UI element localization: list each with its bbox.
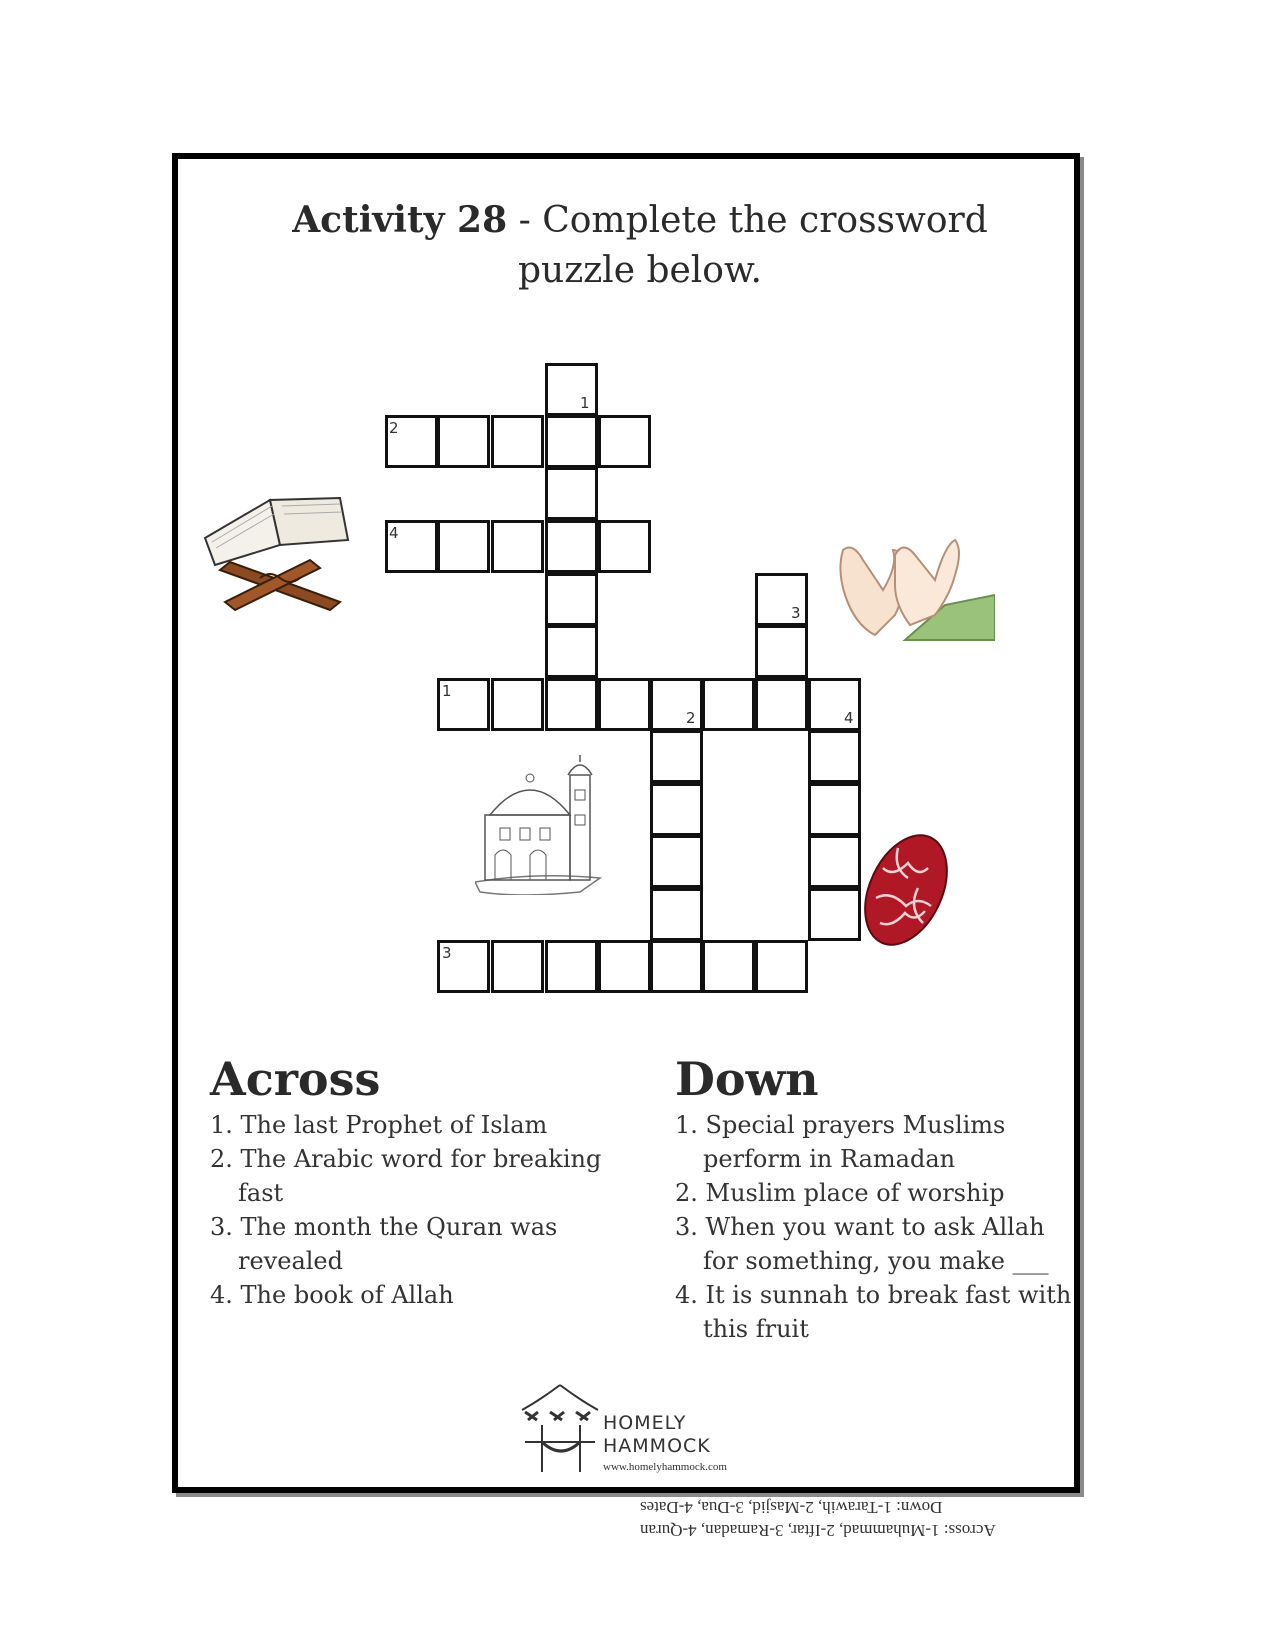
across-heading: Across	[210, 1052, 381, 1106]
crossword-cell[interactable]	[650, 730, 703, 783]
crossword-cell[interactable]	[650, 835, 703, 888]
activity-number: Activity 28	[292, 199, 508, 241]
down-heading: Down	[675, 1052, 819, 1106]
crossword-cell[interactable]	[650, 940, 703, 993]
activity-instruction: - Complete the crossword puzzle below.	[507, 200, 988, 291]
homely-hammock-logo-icon	[520, 1380, 600, 1475]
crossword-cell[interactable]	[545, 520, 598, 573]
praying-hands-icon	[835, 535, 995, 645]
answer-key-across: Across: 1-Muhammad, 2-Iftar, 3-Ramadan, 4-Quran	[640, 1521, 996, 1540]
activity-title	[230, 195, 1050, 296]
clue-number: 2	[389, 419, 399, 437]
date-fruit-icon	[858, 828, 958, 953]
crossword-cell[interactable]	[755, 940, 808, 993]
crossword-cell[interactable]	[545, 625, 598, 678]
crossword-cell[interactable]	[545, 940, 598, 993]
crossword-cell[interactable]	[598, 415, 651, 468]
clue-number: 3	[791, 604, 801, 622]
logo-line1: HOMELY	[603, 1412, 687, 1434]
clue-number: 4	[844, 709, 854, 727]
crossword-cell[interactable]	[491, 415, 544, 468]
down-clue: 3. When you want to ask Allah for something, you make ___	[675, 1213, 1049, 1275]
crossword-cell[interactable]	[545, 415, 598, 468]
down-clue: 1. Special prayers Muslims perform in Ramadan	[675, 1111, 1006, 1173]
crossword-cell[interactable]	[598, 520, 651, 573]
crossword-cell[interactable]	[545, 573, 598, 626]
down-clue: 4. It is sunnah to break fast with this fruit	[675, 1281, 1072, 1343]
across-clue-list	[210, 1108, 650, 1312]
crossword-cell[interactable]	[702, 678, 755, 731]
crossword-cell[interactable]	[598, 940, 651, 993]
logo-url: www.homelyhammock.com	[603, 1461, 727, 1473]
crossword-cell[interactable]	[650, 783, 703, 836]
crossword-cell[interactable]	[808, 783, 861, 836]
logo-line2: HAMMOCK	[603, 1435, 711, 1457]
crossword-cell[interactable]	[437, 415, 490, 468]
mosque-icon	[475, 750, 610, 895]
crossword-cell[interactable]	[545, 467, 598, 520]
clue-number: 2	[686, 709, 696, 727]
quran-stand-icon	[200, 490, 360, 615]
crossword-cell[interactable]	[491, 520, 544, 573]
crossword-cell[interactable]	[808, 730, 861, 783]
clue-number: 3	[442, 944, 452, 962]
answer-key-down: Down: 1-Tarawih, 2-Masjid, 3-Dua, 4-Dates	[640, 1498, 943, 1517]
crossword-cell[interactable]	[545, 678, 598, 731]
crossword-cell[interactable]	[598, 678, 651, 731]
crossword-cell[interactable]	[755, 625, 808, 678]
clue-number: 1	[580, 394, 590, 412]
down-clue: 2. Muslim place of worship	[675, 1179, 1005, 1207]
down-clue-list	[675, 1108, 1075, 1346]
crossword-cell[interactable]	[702, 940, 755, 993]
crossword-cell[interactable]	[491, 678, 544, 731]
crossword-cell[interactable]	[545, 363, 598, 416]
across-clue: 4. The book of Allah	[210, 1281, 454, 1309]
crossword-cell[interactable]	[491, 940, 544, 993]
crossword-cell[interactable]	[808, 835, 861, 888]
crossword-cell[interactable]	[650, 888, 703, 941]
clue-number: 4	[389, 524, 399, 542]
crossword-cell[interactable]	[808, 888, 861, 941]
crossword-cell[interactable]	[437, 520, 490, 573]
across-clue: 2. The Arabic word for breaking fast	[210, 1145, 602, 1207]
crossword-cell[interactable]	[755, 678, 808, 731]
clue-number: 1	[442, 682, 452, 700]
across-clue: 1. The last Prophet of Islam	[210, 1111, 548, 1139]
across-clue: 3. The month the Quran was revealed	[210, 1213, 558, 1275]
